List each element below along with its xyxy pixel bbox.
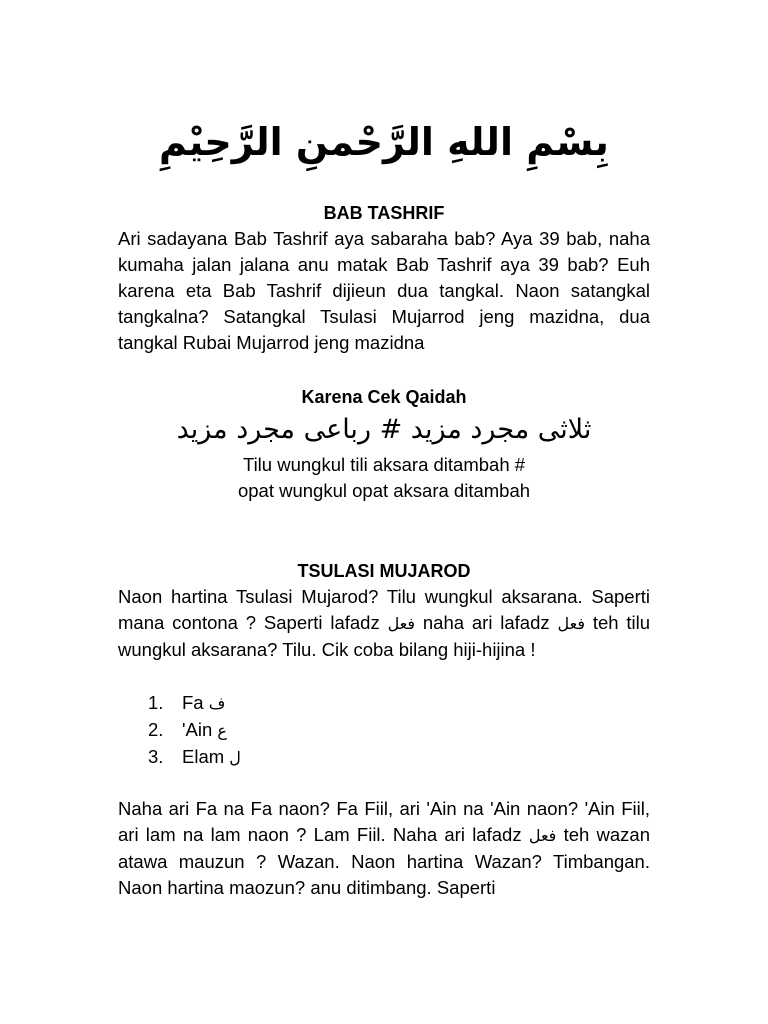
list-number: 1.	[148, 692, 164, 713]
list-number: 3.	[148, 746, 164, 767]
paragraph-wazan	[118, 796, 650, 901]
paragraph-text: Naha ari Fa na Fa naon? Fa Fiil, ari 'Ain na 'Ain naon? 'Ain Fiil, ari lam na lam naon ? Lam Fiil. Naha ari lafadz	[118, 798, 650, 845]
paragraph-tsulasi-mujarod	[118, 584, 650, 663]
arabic-word-fiil: فعل	[557, 614, 585, 633]
translation-line-1: Tilu wungkul tili aksara ditambah #	[242, 454, 526, 475]
paragraph-bab-tashrif: Ari sadayana Bab Tashrif aya sabaraha bab? Aya 39 bab, naha kumaha jalan jalana anu matak Bab Tashrif aya 39 bab? Euh karena eta Bab Tashrif dijieun dua tangkal. Naon satangkal tangkalna? Satangkal Tsulasi Mujarrod jeng mazidna, dua tangkal Rubai Mujarrod jeng mazidna	[118, 228, 650, 353]
list-label: Elam	[182, 746, 225, 767]
section-heading-tsulasi-mujarod: TSULASI MUJAROD	[297, 561, 471, 581]
paragraph-text: naha ari lafadz	[422, 612, 550, 633]
arabic-letter: ف	[208, 694, 226, 713]
arabic-letter: ع	[217, 721, 227, 740]
arabic-letter: ل	[229, 748, 241, 767]
paragraph-text: teh tilu wungkul aksarana? Tilu. Cik coba bilang hiji-hijina !	[118, 612, 651, 660]
paragraph-text: teh wazan atawa mauzun ? Wazan. Naon hartina Wazan? Timbangan. Naon hartina maozun? anu ditimbang. Saperti	[118, 824, 651, 898]
list-item	[148, 717, 448, 744]
section-heading-bab-tashrif: BAB TASHRIF	[323, 203, 445, 223]
list-label: 'Ain	[182, 719, 213, 740]
arabic-word-fiil: فعل	[387, 614, 416, 633]
list-item	[148, 744, 448, 771]
translation-line-2: opat wungkul opat aksara ditambah	[237, 480, 531, 501]
letters-list	[148, 690, 448, 771]
arabic-rule-line: ثلاثى مجرد مزيد # رباعى مجرد مزيد	[176, 414, 592, 445]
basmala-heading: بِسْمِ اللهِ الرَّحْمنِ الرَّحِيْمِ	[159, 120, 609, 164]
list-item	[148, 690, 448, 717]
section-heading-karena-cek-qaidah: Karena Cek Qaidah	[301, 387, 467, 407]
list-label: Fa	[182, 692, 204, 713]
arabic-word-fiil: فعل	[528, 826, 557, 845]
paragraph-text: Naon hartina Tsulasi Mujarod? Tilu wungkul aksarana. Saperti mana contona ? Saperti lafadz	[118, 586, 650, 633]
list-number: 2.	[148, 719, 164, 740]
